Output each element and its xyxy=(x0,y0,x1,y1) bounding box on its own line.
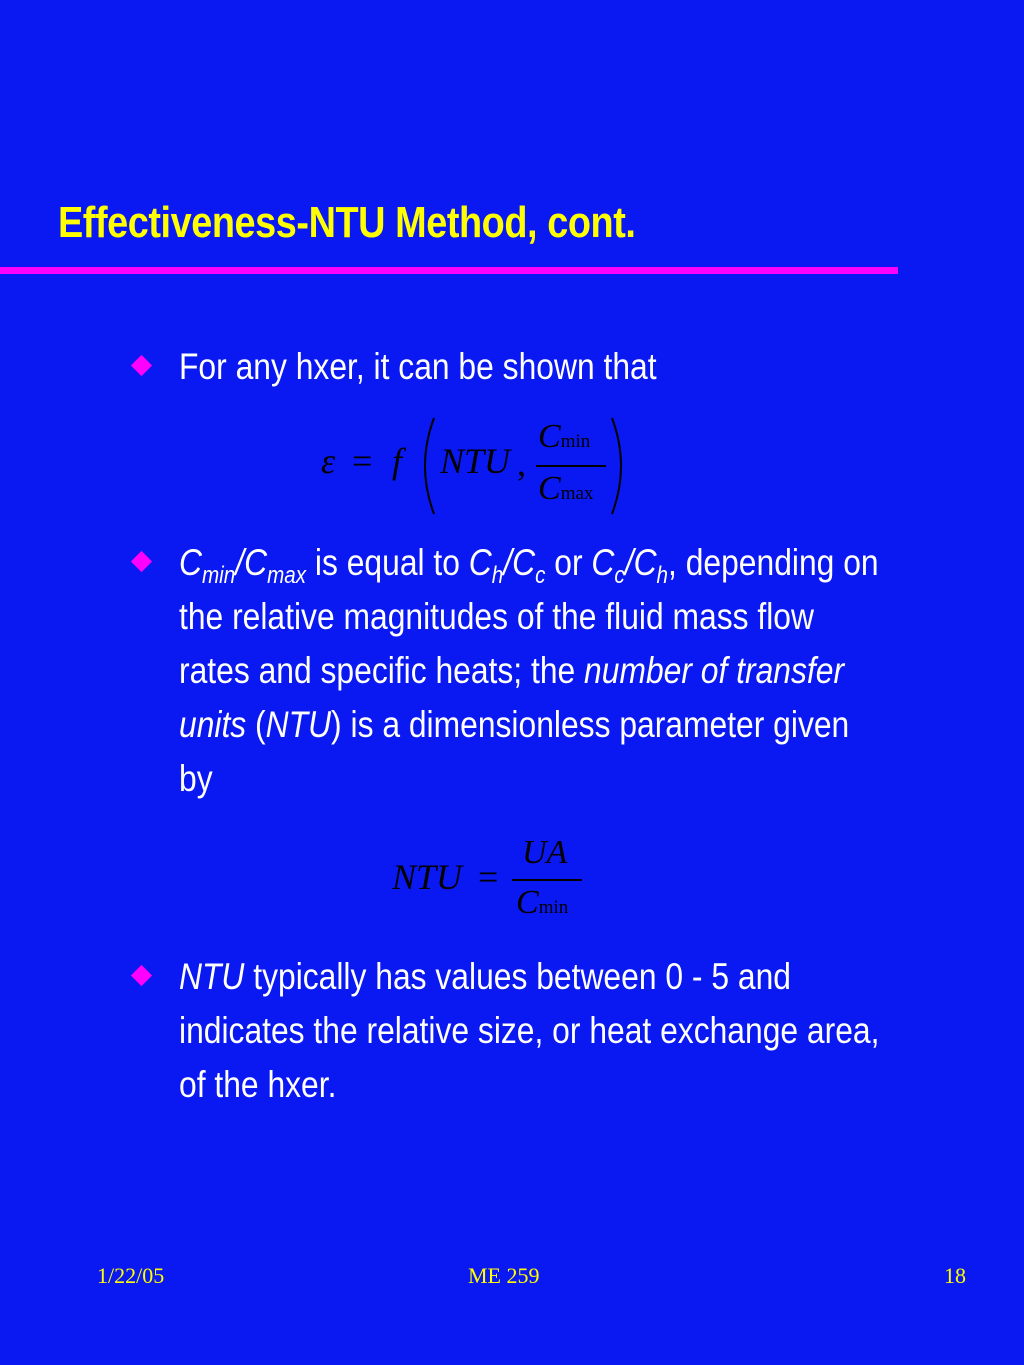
diamond-bullet-icon xyxy=(131,551,152,572)
comma: , xyxy=(517,443,526,483)
denominator-sub: min xyxy=(538,897,569,918)
fraction-numerator xyxy=(538,418,590,456)
footer-date: 1/22/05 xyxy=(97,1263,165,1288)
ntu-equation xyxy=(392,832,592,932)
denominator-c: C xyxy=(538,470,561,507)
numerator-sub: min xyxy=(560,431,591,452)
bullet-text: NTU typically has values between 0 - 5 and indicates the relative size, or heat exchange area, of the hxer. xyxy=(179,956,889,1105)
diamond-bullet-icon xyxy=(131,355,152,376)
ntu-term: NTU xyxy=(440,441,511,481)
equals-sign: = xyxy=(478,857,499,897)
ntu-term: NTU xyxy=(392,857,463,897)
epsilon-symbol: ε xyxy=(321,441,336,481)
bullet-text: For any hxer, it can be shown that xyxy=(179,346,657,387)
fraction-bar xyxy=(536,465,606,467)
right-paren-icon xyxy=(610,416,632,516)
effectiveness-equation xyxy=(318,412,638,517)
left-paren-icon xyxy=(414,416,436,516)
numerator-c: C xyxy=(538,418,561,455)
function-f: f xyxy=(392,441,403,481)
diamond-bullet-icon xyxy=(131,965,152,986)
fraction-denominator xyxy=(538,470,593,508)
title-underline xyxy=(0,267,898,274)
denominator-sub: max xyxy=(560,483,594,504)
bullet-text: $C_{min}/C_{max}$ is equal to $C_h/C_c$ or $C_c/C_h$, depending on the relative magnitudes of the fluid mass flow rates and specific heats; the number of transfer units (NTU) is a dimensionless parameter given by xyxy=(179,542,888,799)
fraction-denominator xyxy=(516,884,568,922)
slide-title: Effectiveness-NTU Method, cont. xyxy=(58,198,636,247)
footer-page-number: 18 xyxy=(944,1263,966,1288)
footer-course: ME 259 xyxy=(468,1263,540,1288)
equals-sign: = xyxy=(352,441,373,481)
fraction-bar xyxy=(512,879,582,881)
fraction-numerator: UA xyxy=(522,834,568,871)
denominator-c: C xyxy=(516,884,539,921)
